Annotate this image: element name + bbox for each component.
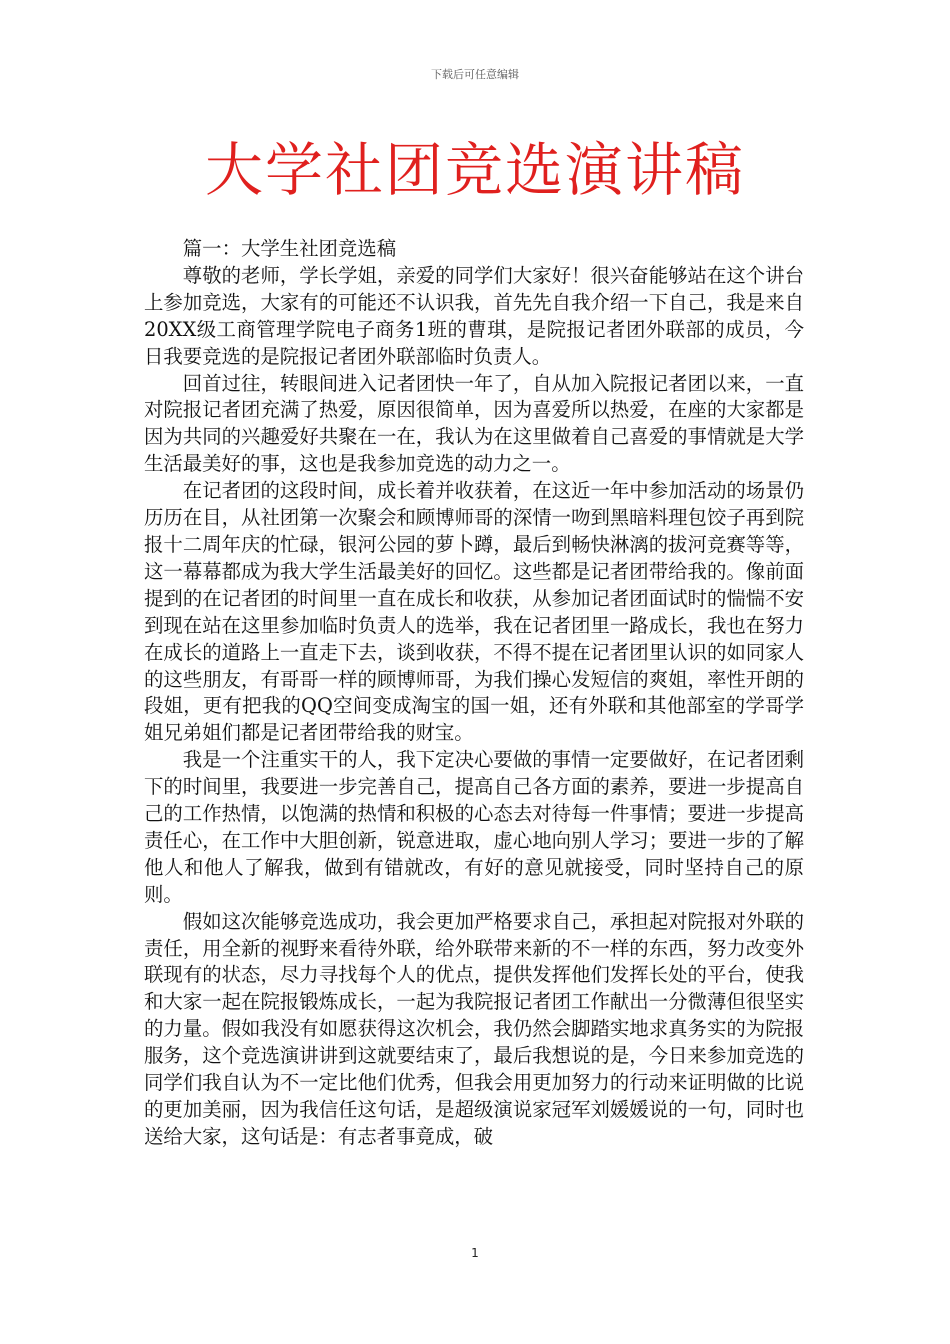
paragraph: 在记者团的这段时间，成长着并收获着，在这近一年中参加活动的场景仍历历在目，从社团第一次聚会和顾博师哥的深情一吻到黑暗料理包饺子再到院报十二周年庆的忙碌，银河公园的萝卜蹲，最后到畅快淋漓的拔河竞赛等等，这一幕幕都成为我大学生活最美好的回忆。这些都是记者团带给我的。像前面提到的在记者团的时间里一直在成长和收获，从参加记者团面试时的惴惴不安到现在站在这里参加临时负责人的选举，我在记者团里一路成长，我也在努力在成长的道路上一直走下去，谈到收获，不得不提在记者团里认识的如同家人的这些朋友，有哥哥一样的顾博师哥，为我们操心发短信的爽姐，率性开朗的段姐，更有把我的QQ空间变成淘宝的国一姐，还有外联和其他部室的学哥学姐兄弟姐们都是记者团带给我的财宝。 — [144, 479, 804, 745]
paragraph: 我是一个注重实干的人，我下定决心要做的事情一定要做好，在记者团剩下的时间里，我要进一步完善自己，提高自己各方面的素养，要进一步提高自己的工作热情，以饱满的热情和积极的心态去对待每一件事情；要进一步提高责任心，在工作中大胆创新，锐意进取，虚心地向别人学习；要进一步的了解他人和他人了解我，做到有错就改，有好的意见就接受，同时坚持自己的原则。 — [144, 748, 804, 906]
document-title: 大学社团竞选演讲稿 — [204, 136, 745, 204]
page-number: 1 — [471, 1246, 479, 1260]
section-heading: 篇一：大学生社团竞选稿 — [182, 237, 397, 260]
document-body — [144, 236, 804, 1151]
paragraph: 回首过往，转眼间进入记者团快一年了，自从加入院报记者团以来，一直对院报记者团充满了热爱，原因很简单，因为喜爱所以热爱，在座的大家都是因为共同的兴趣爱好共聚在一在，我认为在这里做着自己喜爱的事情就是大学生活最美好的事，这也是我参加竞选的动力之一。 — [144, 371, 804, 476]
paragraph: 尊敬的老师，学长学姐，亲爱的同学们大家好！很兴奋能够站在这个讲台上参加竞选，大家有的可能还不认识我，首先先自我介绍一下自己，我是来自20XX级工商管理学院电子商务1班的曹琪，是院报记者团外联部的成员，今日我要竞选的是院报记者团外联部临时负责人。 — [144, 263, 804, 368]
paragraph: 假如这次能够竞选成功，我会更加严格要求自己，承担起对院报对外联的责任，用全新的视野来看待外联，给外联带来新的不一样的东西，努力改变外联现有的状态，尽力寻找每个人的优点，提供发挥他们发挥长处的平台，使我和大家一起在院报锻炼成长，一起为我院报记者团工作献出一分微薄但很坚实的力量。假如我没有如愿获得这次机会，我仍然会脚踏实地求真务实的为院报服务，这个竞选演讲讲到这就要结束了，最后我想说的是，今日来参加竞选的同学们我自认为不一定比他们优秀，但我会用更加努力的行动来证明做的比说的更加美丽，因为我信任这句话，是超级演说家冠军刘媛媛说的一句，同时也送给大家，这句话是：有志者事竟成，破 — [144, 909, 804, 1148]
header-note: 下载后可任意编辑 — [431, 68, 519, 81]
